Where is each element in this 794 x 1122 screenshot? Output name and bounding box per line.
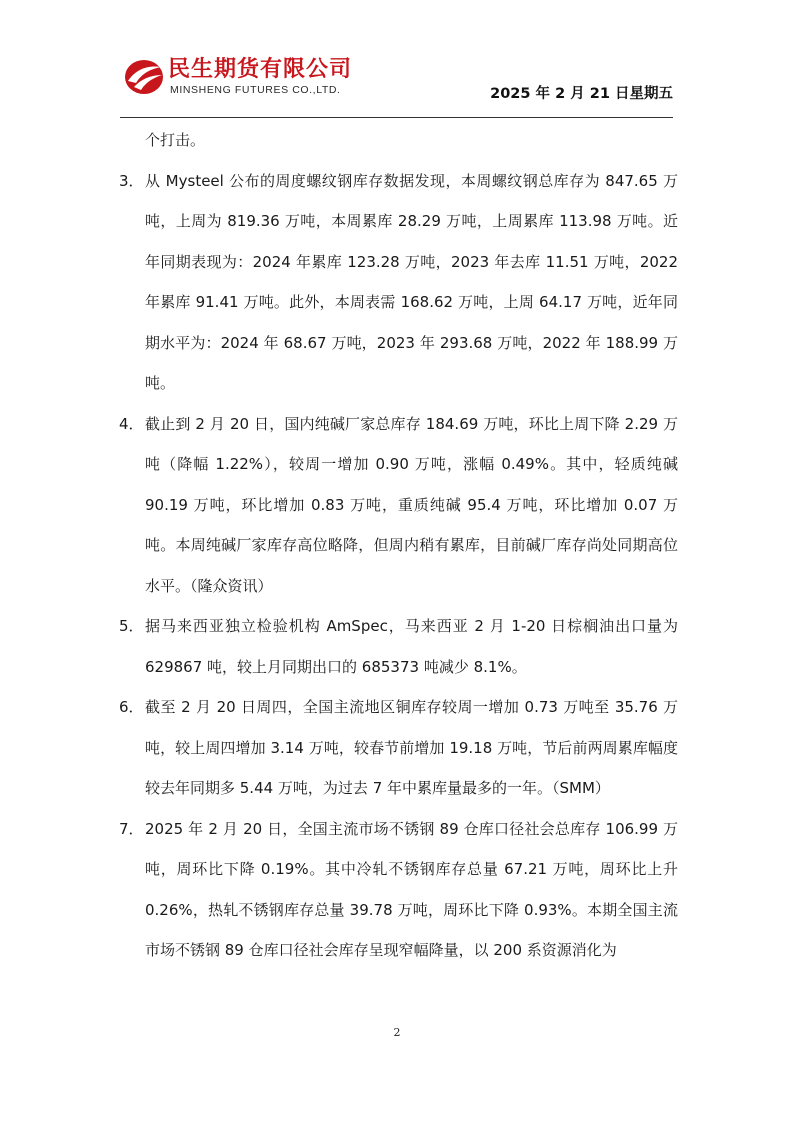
page-number: 2 bbox=[393, 1026, 401, 1039]
list-item bbox=[118, 161, 678, 404]
list-item bbox=[118, 404, 678, 607]
paragraph-continuation: 个打击。 bbox=[145, 131, 206, 149]
company-name-en: MINSHENG FUTURES CO.,LTD. bbox=[170, 84, 341, 96]
list-item-number: 5． bbox=[119, 617, 144, 635]
report-date: 2025 年 2 月 21 日星期五 bbox=[490, 86, 673, 102]
list-item-number: 4． bbox=[119, 414, 144, 433]
page-header bbox=[120, 52, 673, 118]
header-divider bbox=[120, 117, 673, 118]
list-item bbox=[118, 809, 678, 971]
list-item-text: 从 Mysteel 公布的周度螺纹钢库存数据发现，本周螺纹钢总库存为 847.65 万吨，上周为 819.36 万吨，本周累库 28.29 万吨，上周累库 113.98 万吨。近年同期表现为：2024 年累库 123.28 万吨，2023 年去库 11.51 万吨，2022 年累库 91.41 万吨。此外，本周表需 168.62 万吨，上周 64.17 万吨，近年同期水平为：2024 年 68.67 万吨，2023 年 293.68 万吨，2022 年 188.99 万吨。 bbox=[145, 171, 678, 392]
company-name-cn: 民生期货有限公司 bbox=[168, 57, 353, 82]
list-item-text: 2025 年 2 月 20 日，全国主流市场不锈钢 89 仓库口径社会总库存 106.99 万吨，周环比下降 0.19%。其中冷轧不锈钢库存总量 67.21 万吨，周环比上升 0.26%，热轧不锈钢库存总量 39.78 万吨，周环比下降 0.93%。本期全国主流市场不锈钢 89 仓库口径社会库存呈现窄幅降量，以 200 系资源消化为 bbox=[145, 819, 678, 959]
list-item-number: 7． bbox=[119, 819, 144, 838]
list-item-text: 截止到 2 月 20 日，国内纯碱厂家总库存 184.69 万吨，环比上周下降 2.29 万吨（降幅 1.22%），较周一增加 0.90 万吨，涨幅 0.49%。其中，轻质纯碱 90.19 万吨，环比增加 0.83 万吨，重质纯碱 95.4 万吨，环比增加 0.07 万吨。本周纯碱厂家库存高位略降，但周内稍有累库，目前碱厂库存尚处同期高位水平。（隆众资讯） bbox=[145, 414, 678, 595]
list-item bbox=[118, 606, 678, 687]
report-body bbox=[118, 120, 678, 971]
list-item-number: 3． bbox=[119, 171, 144, 190]
minsheng-logo-icon bbox=[124, 57, 164, 97]
list-item-number: 6． bbox=[119, 698, 144, 716]
list-item bbox=[118, 687, 678, 809]
list-item-text: 截至 2 月 20 日周四，全国主流地区铜库存较周一增加 0.73 万吨至 35.76 万吨，较上周四增加 3.14 万吨，较春节前增加 19.18 万吨，节后前两周累库幅度较去年同期多 5.44 万吨，为过去 7 年中累库量最多的一年。（SMM） bbox=[145, 698, 678, 797]
company-logo bbox=[124, 55, 414, 99]
list-item-text: 据马来西亚独立检验机构 AmSpec，马来西亚 2 月 1-20 日棕榈油出口量为 629867 吨，较上月同期出口的 685373 吨减少 8.1%。 bbox=[145, 617, 678, 676]
